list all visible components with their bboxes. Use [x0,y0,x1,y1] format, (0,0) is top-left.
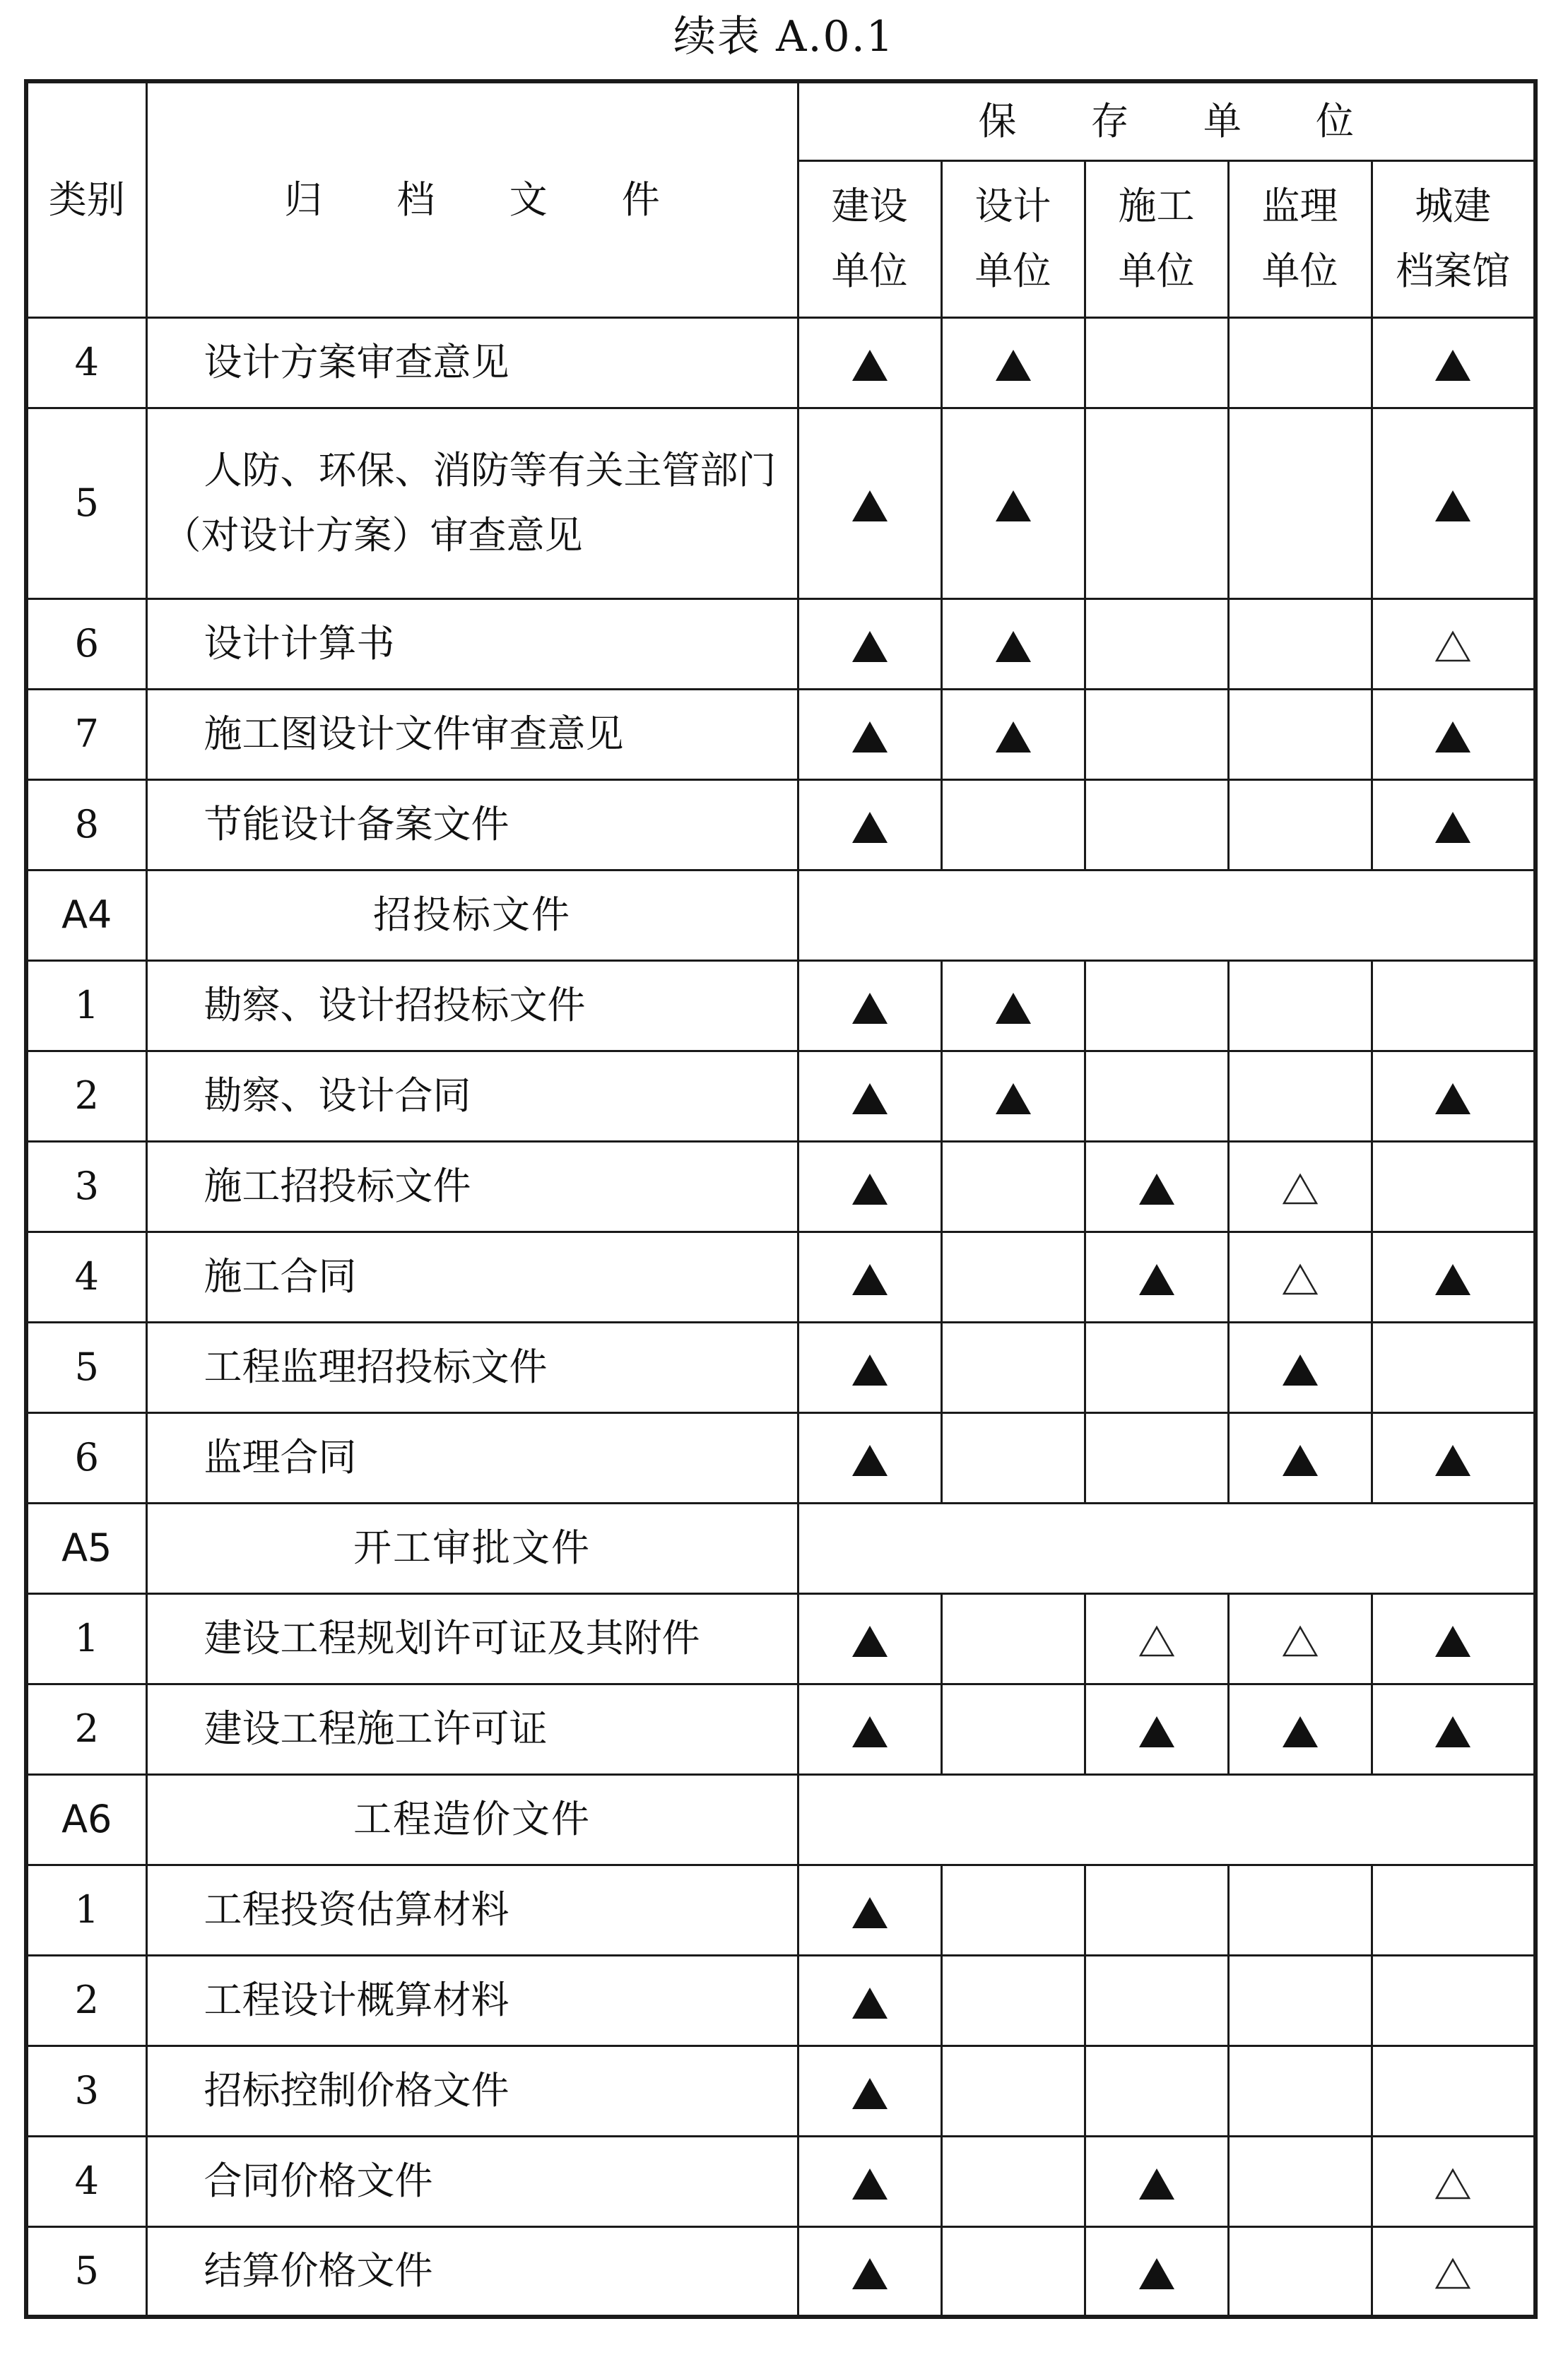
mark-cell-contractor-unit [1085,960,1228,1051]
item-number: 1 [26,1593,146,1684]
header-urban-archives [1372,160,1535,317]
section-code: A6 [26,1774,146,1865]
mark-cell-construction-unit [798,1232,941,1322]
item-number: 8 [26,779,146,870]
document-name: 勘察、设计合同 [146,1051,798,1141]
mark-cell-design-unit [941,1865,1085,1955]
filled-triangle-icon [852,1264,888,1295]
mark-cell-urban-archives [1372,1955,1535,2046]
outline-triangle-icon [1434,2168,1471,2200]
document-name: 合同价格文件 [146,2136,798,2226]
item-number: 4 [26,2136,146,2226]
table-row [26,2046,1535,2136]
outline-triangle-icon [1282,1173,1319,1205]
table-row [26,1232,1535,1322]
document-name: 勘察、设计招投标文件 [146,960,798,1051]
mark-cell-urban-archives [1372,317,1535,408]
mark-cell-construction-unit [798,1141,941,1232]
document-name: 节能设计备案文件 [146,779,798,870]
item-number: 6 [26,1412,146,1503]
mark-cell-urban-archives [1372,689,1535,779]
mark-cell-construction-unit [798,408,941,598]
filled-triangle-icon [1283,1716,1318,1747]
header-design-unit [941,160,1085,317]
filled-triangle-icon [996,721,1031,752]
mark-cell-supervision-unit [1228,1684,1372,1774]
section-title: 招投标文件 [146,870,798,960]
mark-cell-construction-unit [798,1955,941,2046]
mark-cell-design-unit [941,598,1085,689]
mark-cell-urban-archives [1372,1141,1535,1232]
item-number: 6 [26,598,146,689]
filled-triangle-icon [1283,1445,1318,1476]
mark-cell-contractor-unit [1085,598,1228,689]
mark-cell-supervision-unit [1228,1412,1372,1503]
item-number: 2 [26,1955,146,2046]
header-document [146,81,798,317]
table-row [26,1322,1535,1412]
table-row [26,1141,1535,1232]
mark-cell-urban-archives [1372,598,1535,689]
mark-cell-contractor-unit [1085,779,1228,870]
mark-cell-contractor-unit [1085,1412,1228,1503]
mark-cell-contractor-unit [1085,1051,1228,1141]
document-name: 建设工程施工许可证 [146,1684,798,1774]
mark-cell-contractor-unit [1085,2046,1228,2136]
mark-cell-supervision-unit [1228,779,1372,870]
table-body [26,317,1535,2317]
item-number: 3 [26,1141,146,1232]
item-number: 4 [26,1232,146,1322]
mark-cell-design-unit [941,1684,1085,1774]
mark-cell-design-unit [941,1955,1085,2046]
item-number: 5 [26,2226,146,2317]
document-name: 施工合同 [146,1232,798,1322]
filled-triangle-icon [852,1083,888,1114]
table-row [26,1955,1535,2046]
document-name: 设计计算书 [146,598,798,689]
mark-cell-contractor-unit [1085,2136,1228,2226]
mark-cell-contractor-unit [1085,689,1228,779]
filled-triangle-icon [1435,1445,1470,1476]
outline-triangle-icon [1434,630,1471,663]
mark-cell-supervision-unit [1228,1322,1372,1412]
mark-cell-supervision-unit [1228,1051,1372,1141]
document-name: 设计方案审查意见 [146,317,798,408]
mark-cell-contractor-unit [1085,1865,1228,1955]
filled-triangle-icon [852,1626,888,1657]
filled-triangle-icon [852,631,888,662]
table-row [26,1684,1535,1774]
item-number: 5 [26,408,146,598]
mark-cell-construction-unit [798,598,941,689]
mark-cell-urban-archives [1372,2046,1535,2136]
mark-cell-construction-unit [798,689,941,779]
filled-triangle-icon [1139,1174,1174,1205]
mark-cell-design-unit [941,1232,1085,1322]
mark-cell-supervision-unit [1228,2046,1372,2136]
header-unit-line1: 施工 [1118,184,1195,228]
mark-cell-contractor-unit [1085,1322,1228,1412]
mark-cell-construction-unit [798,1412,941,1503]
filled-triangle-icon [852,1354,888,1386]
mark-cell-contractor-unit [1085,1684,1228,1774]
item-number: 7 [26,689,146,779]
filled-triangle-icon [1435,1264,1470,1295]
filled-triangle-icon [852,993,888,1024]
filled-triangle-icon [852,1174,888,1205]
mark-cell-construction-unit [798,1593,941,1684]
mark-cell-supervision-unit [1228,598,1372,689]
filled-triangle-icon [996,490,1031,521]
item-number: 1 [26,1865,146,1955]
filled-triangle-icon [852,2168,888,2200]
mark-cell-urban-archives [1372,1412,1535,1503]
mark-cell-urban-archives [1372,408,1535,598]
mark-cell-urban-archives [1372,1684,1535,1774]
mark-cell-construction-unit [798,960,941,1051]
filled-triangle-icon [852,490,888,521]
header-contractor-unit [1085,160,1228,317]
mark-cell-contractor-unit [1085,408,1228,598]
table-row [26,1865,1535,1955]
item-number: 2 [26,1684,146,1774]
mark-cell-supervision-unit [1228,1593,1372,1684]
section-row [26,870,1535,960]
filled-triangle-icon [996,993,1031,1024]
mark-cell-contractor-unit [1085,317,1228,408]
item-number: 1 [26,960,146,1051]
mark-cell-design-unit [941,408,1085,598]
mark-cell-supervision-unit [1228,1955,1372,2046]
mark-cell-supervision-unit [1228,408,1372,598]
table-row [26,2226,1535,2317]
table-row [26,2136,1535,2226]
document-name: 施工招投标文件 [146,1141,798,1232]
section-row [26,1774,1535,1865]
header-document-label: 归 档 文 件 [284,177,691,222]
filled-triangle-icon [996,631,1031,662]
mark-cell-supervision-unit [1228,1141,1372,1232]
document-name: 工程监理招投标文件 [146,1322,798,1412]
document-name: 招标控制价格文件 [146,2046,798,2136]
mark-cell-design-unit [941,1593,1085,1684]
filled-triangle-icon [1435,1626,1470,1657]
filled-triangle-icon [1435,1083,1470,1114]
mark-cell-construction-unit [798,2046,941,2136]
table-row [26,1593,1535,1684]
filled-triangle-icon [1139,1264,1174,1295]
table-row [26,598,1535,689]
mark-cell-supervision-unit [1228,2226,1372,2317]
mark-cell-contractor-unit [1085,1955,1228,2046]
filled-triangle-icon [852,1716,888,1747]
item-number: 3 [26,2046,146,2136]
section-blank [798,870,1535,960]
section-row [26,1503,1535,1593]
table-row [26,317,1535,408]
table-header [26,81,1535,317]
header-category: 类别 [26,81,146,317]
mark-cell-urban-archives [1372,1051,1535,1141]
mark-cell-construction-unit [798,317,941,408]
mark-cell-design-unit [941,2226,1085,2317]
document-name: 施工图设计文件审查意见 [146,689,798,779]
item-number: 2 [26,1051,146,1141]
mark-cell-design-unit [941,689,1085,779]
header-unit-line2: 单位 [1118,249,1195,293]
table-row [26,408,1535,598]
mark-cell-urban-archives [1372,960,1535,1051]
mark-cell-supervision-unit [1228,689,1372,779]
section-code: A5 [26,1503,146,1593]
mark-cell-urban-archives [1372,1232,1535,1322]
header-storage-label: 保 存 单 位 [978,98,1385,143]
table-row [26,779,1535,870]
mark-cell-design-unit [941,2136,1085,2226]
table-row [26,1051,1535,1141]
filled-triangle-icon [852,721,888,752]
filled-triangle-icon [852,1897,888,1928]
section-blank [798,1503,1535,1593]
mark-cell-urban-archives [1372,2136,1535,2226]
header-unit-line2: 单位 [831,249,908,293]
header-unit-line1: 设计 [974,184,1051,228]
mark-cell-urban-archives [1372,1865,1535,1955]
mark-cell-construction-unit [798,2226,941,2317]
mark-cell-design-unit [941,1322,1085,1412]
header-unit-line1: 城建 [1415,184,1492,228]
header-unit-line1: 监理 [1261,184,1338,228]
header-unit-line2: 单位 [1261,249,1338,293]
section-title: 开工审批文件 [146,1503,798,1593]
filled-triangle-icon [852,2078,888,2109]
mark-cell-construction-unit [798,779,941,870]
section-code: A4 [26,870,146,960]
table-row [26,689,1535,779]
mark-cell-construction-unit [798,1865,941,1955]
filled-triangle-icon [1139,1716,1174,1747]
filled-triangle-icon [852,2258,888,2289]
outline-triangle-icon [1138,1625,1175,1658]
mark-cell-urban-archives [1372,779,1535,870]
outline-triangle-icon [1282,1625,1319,1658]
mark-cell-construction-unit [798,1051,941,1141]
filled-triangle-icon [1435,812,1470,843]
document-name: 建设工程规划许可证及其附件 [146,1593,798,1684]
mark-cell-design-unit [941,1141,1085,1232]
mark-cell-urban-archives [1372,2226,1535,2317]
table-row [26,960,1535,1051]
mark-cell-design-unit [941,779,1085,870]
mark-cell-urban-archives [1372,1593,1535,1684]
document-name: 人防、环保、消防等有关主管部门（对设计方案）审查意见 [146,408,798,598]
mark-cell-design-unit [941,1051,1085,1141]
table-row [26,1412,1535,1503]
mark-cell-design-unit [941,2046,1085,2136]
item-number: 4 [26,317,146,408]
mark-cell-design-unit [941,960,1085,1051]
archive-table [24,79,1538,2319]
header-storage [798,81,1535,160]
filled-triangle-icon [996,350,1031,381]
document-name: 工程设计概算材料 [146,1955,798,2046]
mark-cell-contractor-unit [1085,1232,1228,1322]
mark-cell-urban-archives [1372,1322,1535,1412]
filled-triangle-icon [996,1083,1031,1114]
filled-triangle-icon [852,1988,888,2019]
header-unit-line2: 单位 [974,249,1051,293]
mark-cell-supervision-unit [1228,317,1372,408]
item-number: 5 [26,1322,146,1412]
filled-triangle-icon [1139,2168,1174,2200]
filled-triangle-icon [1435,350,1470,381]
section-title: 工程造价文件 [146,1774,798,1865]
document-name: 监理合同 [146,1412,798,1503]
filled-triangle-icon [1435,490,1470,521]
mark-cell-supervision-unit [1228,2136,1372,2226]
mark-cell-supervision-unit [1228,1232,1372,1322]
filled-triangle-icon [1435,1716,1470,1747]
document-name: 工程投资估算材料 [146,1865,798,1955]
filled-triangle-icon [1139,2258,1174,2289]
mark-cell-contractor-unit [1085,1593,1228,1684]
filled-triangle-icon [1435,721,1470,752]
header-supervision-unit [1228,160,1372,317]
header-unit-line2: 档案馆 [1396,249,1511,293]
outline-triangle-icon [1434,2257,1471,2290]
filled-triangle-icon [1283,1354,1318,1386]
document-name: 结算价格文件 [146,2226,798,2317]
header-unit-line1: 建设 [831,184,908,228]
mark-cell-design-unit [941,317,1085,408]
mark-cell-construction-unit [798,1322,941,1412]
mark-cell-contractor-unit [1085,2226,1228,2317]
mark-cell-construction-unit [798,2136,941,2226]
outline-triangle-icon [1282,1263,1319,1296]
mark-cell-supervision-unit [1228,1865,1372,1955]
filled-triangle-icon [852,812,888,843]
mark-cell-design-unit [941,1412,1085,1503]
table-title: 续表 A.0.1 [673,12,895,61]
section-blank [798,1774,1535,1865]
mark-cell-supervision-unit [1228,960,1372,1051]
filled-triangle-icon [852,350,888,381]
filled-triangle-icon [852,1445,888,1476]
mark-cell-contractor-unit [1085,1141,1228,1232]
header-construction-unit [798,160,941,317]
mark-cell-construction-unit [798,1684,941,1774]
